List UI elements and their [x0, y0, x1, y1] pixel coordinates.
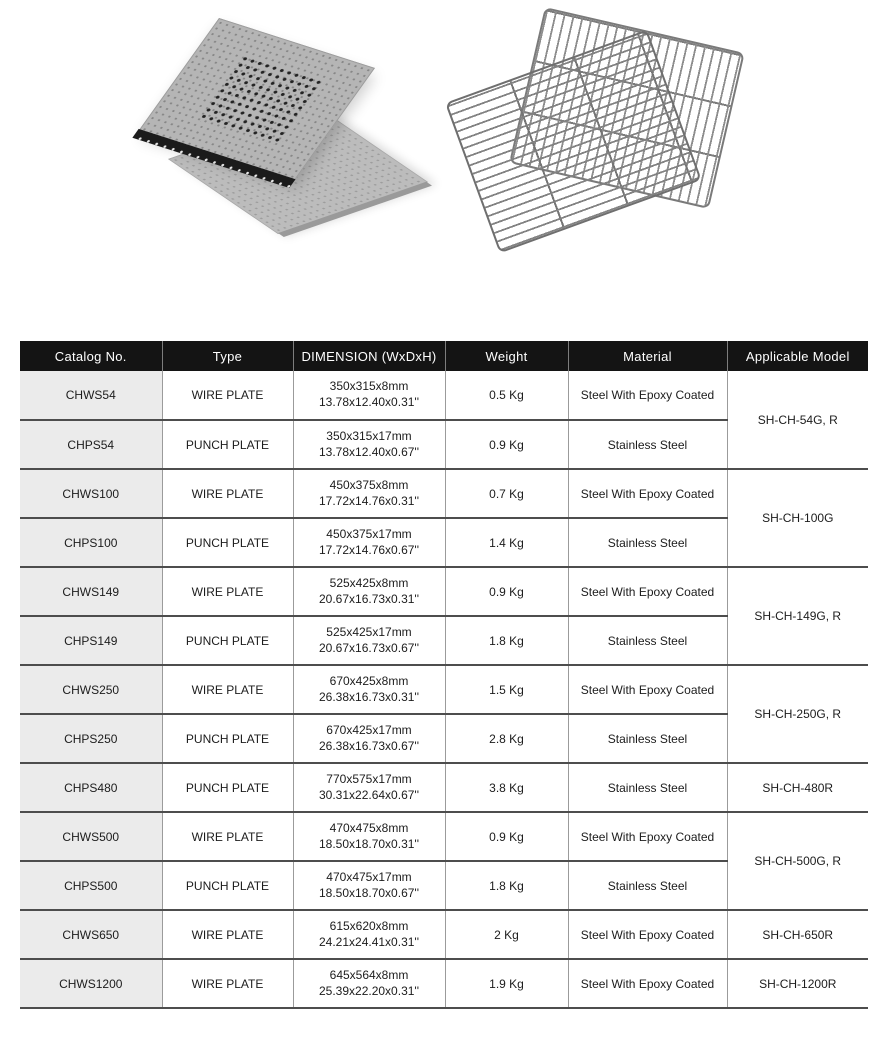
dimension-mm: 615x620x8mm	[329, 918, 409, 933]
dimension-mm: 350x315x8mm	[329, 379, 409, 394]
column-header-dimension: DIMENSION (WxDxH)	[293, 341, 445, 371]
applicable-model-cell: SH-CH-1200R	[727, 959, 868, 1008]
table-row	[20, 567, 868, 616]
material-cell: Stainless Steel	[568, 714, 727, 763]
column-header-material: Material	[568, 341, 727, 371]
column-header-catalog-no: Catalog No.	[20, 341, 162, 371]
dimension-inch: 18.50x18.70x0.67''	[319, 885, 419, 900]
dimension-inch: 20.67x16.73x0.31''	[319, 591, 419, 606]
dimension-cell	[293, 518, 445, 567]
spec-table-body	[20, 371, 868, 1008]
type-cell: WIRE PLATE	[162, 910, 293, 959]
dimension-cell	[293, 910, 445, 959]
material-cell: Stainless Steel	[568, 616, 727, 665]
dimension-inch: 18.50x18.70x0.31''	[319, 836, 419, 851]
dimension-inch: 17.72x14.76x0.31''	[319, 493, 419, 508]
applicable-model-cell: SH-CH-500G, R	[727, 812, 868, 910]
dimension-inch: 25.39x22.20x0.31''	[319, 983, 419, 998]
type-cell: WIRE PLATE	[162, 567, 293, 616]
dimension-mm: 350x315x17mm	[326, 428, 412, 443]
dimension-inch: 24.21x24.41x0.31''	[319, 934, 419, 949]
dimension-cell	[293, 861, 445, 910]
wire-plates-photo	[435, 3, 780, 265]
weight-cell: 1.8 Kg	[445, 616, 568, 665]
table-row	[20, 763, 868, 812]
dimension-inch: 13.78x12.40x0.67''	[319, 444, 419, 459]
weight-cell: 1.5 Kg	[445, 665, 568, 714]
weight-cell: 1.9 Kg	[445, 959, 568, 1008]
dimension-mm: 670x425x8mm	[329, 673, 409, 688]
punch-plate-center-holes	[196, 54, 327, 147]
weight-cell: 3.8 Kg	[445, 763, 568, 812]
dimension-mm: 450x375x17mm	[326, 526, 412, 541]
weight-cell: 0.7 Kg	[445, 469, 568, 518]
catalog-no-cell: CHWS650	[20, 910, 162, 959]
table-header-row	[20, 341, 868, 371]
type-cell: WIRE PLATE	[162, 959, 293, 1008]
dimension-inch: 26.38x16.73x0.67''	[319, 738, 419, 753]
dimension-cell	[293, 420, 445, 469]
catalog-no-cell: CHPS500	[20, 861, 162, 910]
table-row	[20, 812, 868, 861]
dimension-cell	[293, 665, 445, 714]
weight-cell: 0.5 Kg	[445, 371, 568, 420]
catalog-no-cell: CHWS54	[20, 371, 162, 420]
dimension-cell	[293, 567, 445, 616]
material-cell: Stainless Steel	[568, 420, 727, 469]
catalog-no-cell: CHPS250	[20, 714, 162, 763]
weight-cell: 1.4 Kg	[445, 518, 568, 567]
type-cell: PUNCH PLATE	[162, 616, 293, 665]
dimension-inch: 30.31x22.64x0.67''	[319, 787, 419, 802]
material-cell: Steel With Epoxy Coated	[568, 665, 727, 714]
catalog-no-cell: CHWS250	[20, 665, 162, 714]
catalog-no-cell: CHWS100	[20, 469, 162, 518]
weight-cell: 0.9 Kg	[445, 812, 568, 861]
type-cell: PUNCH PLATE	[162, 420, 293, 469]
type-cell: WIRE PLATE	[162, 812, 293, 861]
dimension-mm: 670x425x17mm	[326, 722, 412, 737]
dimension-cell	[293, 714, 445, 763]
dimension-cell	[293, 959, 445, 1008]
table-row	[20, 959, 868, 1008]
dimension-cell	[293, 371, 445, 420]
weight-cell: 0.9 Kg	[445, 420, 568, 469]
weight-cell: 0.9 Kg	[445, 567, 568, 616]
material-cell: Steel With Epoxy Coated	[568, 371, 727, 420]
material-cell: Steel With Epoxy Coated	[568, 959, 727, 1008]
applicable-model-cell: SH-CH-480R	[727, 763, 868, 812]
punch-plates-photo	[55, 8, 425, 270]
catalog-no-cell: CHPS149	[20, 616, 162, 665]
dimension-inch: 13.78x12.40x0.31''	[319, 395, 419, 409]
dimension-inch: 20.67x16.73x0.67''	[319, 640, 419, 655]
catalog-no-cell: CHWS1200	[20, 959, 162, 1008]
weight-cell: 1.8 Kg	[445, 861, 568, 910]
type-cell: WIRE PLATE	[162, 371, 293, 420]
dimension-mm: 770x575x17mm	[326, 771, 412, 786]
table-row	[20, 910, 868, 959]
type-cell: WIRE PLATE	[162, 469, 293, 518]
type-cell: WIRE PLATE	[162, 665, 293, 714]
product-photos	[0, 0, 889, 300]
type-cell: PUNCH PLATE	[162, 861, 293, 910]
catalog-no-cell: CHPS54	[20, 420, 162, 469]
dimension-mm: 525x425x8mm	[329, 575, 409, 590]
applicable-model-cell: SH-CH-650R	[727, 910, 868, 959]
applicable-model-cell: SH-CH-149G, R	[727, 567, 868, 665]
catalog-no-cell: CHWS149	[20, 567, 162, 616]
catalog-no-cell: CHPS100	[20, 518, 162, 567]
column-header-weight: Weight	[445, 341, 568, 371]
weight-cell: 2 Kg	[445, 910, 568, 959]
table-row	[20, 469, 868, 518]
material-cell: Steel With Epoxy Coated	[568, 567, 727, 616]
material-cell: Stainless Steel	[568, 763, 727, 812]
table-row	[20, 665, 868, 714]
dimension-mm: 450x375x8mm	[329, 477, 409, 492]
dimension-cell	[293, 469, 445, 518]
dimension-cell	[293, 616, 445, 665]
column-header-type: Type	[162, 341, 293, 371]
dimension-cell	[293, 763, 445, 812]
material-cell: Stainless Steel	[568, 518, 727, 567]
material-cell: Stainless Steel	[568, 861, 727, 910]
applicable-model-cell: SH-CH-250G, R	[727, 665, 868, 763]
dimension-mm: 470x475x17mm	[326, 869, 412, 884]
type-cell: PUNCH PLATE	[162, 763, 293, 812]
dimension-mm: 645x564x8mm	[329, 967, 409, 982]
dimension-cell	[293, 812, 445, 861]
dimension-inch: 17.72x14.76x0.67''	[319, 542, 419, 557]
dimension-mm: 525x425x17mm	[326, 624, 412, 639]
weight-cell: 2.8 Kg	[445, 714, 568, 763]
type-cell: PUNCH PLATE	[162, 714, 293, 763]
applicable-model-cell: SH-CH-54G, R	[727, 371, 868, 469]
material-cell: Steel With Epoxy Coated	[568, 910, 727, 959]
catalog-no-cell: CHPS480	[20, 763, 162, 812]
spec-table	[20, 341, 868, 1009]
applicable-model-cell: SH-CH-100G	[727, 469, 868, 567]
catalog-no-cell: CHWS500	[20, 812, 162, 861]
dimension-mm: 470x475x8mm	[329, 820, 409, 835]
column-header-applicable-model: Applicable Model	[727, 341, 868, 371]
type-cell: PUNCH PLATE	[162, 518, 293, 567]
table-row	[20, 371, 868, 420]
material-cell: Steel With Epoxy Coated	[568, 469, 727, 518]
material-cell: Steel With Epoxy Coated	[568, 812, 727, 861]
dimension-inch: 26.38x16.73x0.31''	[319, 689, 419, 704]
